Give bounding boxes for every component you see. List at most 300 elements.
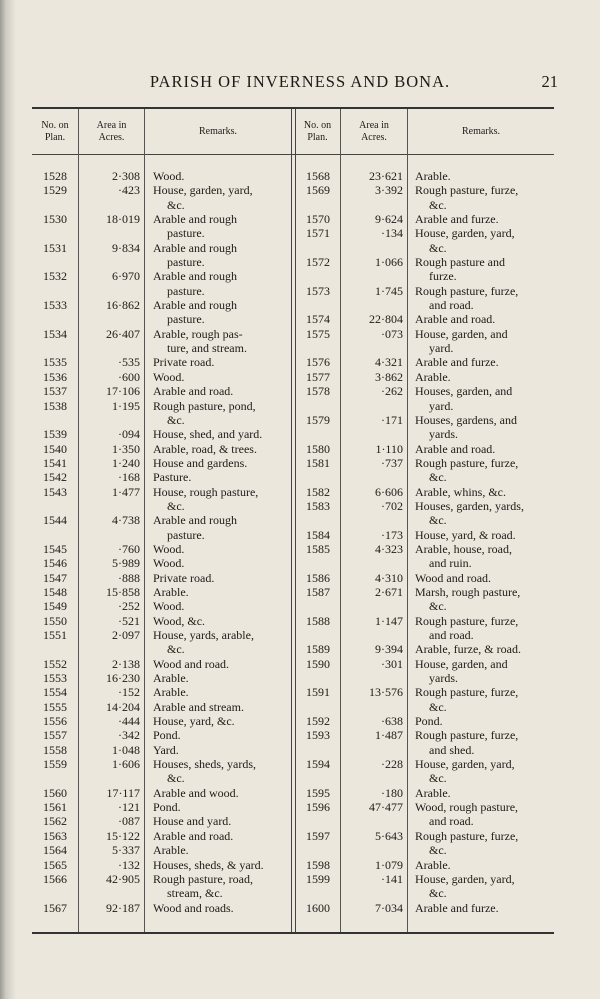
remarks	[153, 614, 205, 628]
remarks	[415, 226, 515, 255]
table-row	[32, 269, 291, 298]
remarks	[415, 370, 451, 384]
table-row	[32, 585, 291, 599]
remarks-line: Arable and road.	[415, 312, 496, 327]
remarks	[153, 384, 233, 398]
remarks-line: House, garden, yard,	[415, 871, 515, 886]
remarks-line: House, yard, &c.	[153, 714, 235, 729]
remarks	[153, 786, 239, 800]
table-row	[295, 355, 554, 369]
table-row	[295, 786, 554, 800]
plan-number: 1541	[43, 455, 67, 470]
plan-number: 1581	[306, 455, 330, 470]
plan-number: 1568	[306, 169, 330, 183]
remarks-line: Houses, garden, yards,	[415, 498, 524, 513]
remarks-line: Arable and wood.	[153, 785, 239, 800]
remarks-line: House, garden, yard,	[153, 183, 253, 198]
area-acres: 13·576	[369, 685, 403, 700]
remarks	[153, 901, 234, 915]
remarks	[415, 829, 518, 858]
remarks-line: Pasture.	[153, 470, 192, 485]
area-acres: 3·862	[375, 369, 403, 384]
table-row	[295, 384, 554, 413]
area-acres: 4·323	[375, 541, 403, 556]
table-row	[32, 858, 291, 872]
area-acres: ·760	[118, 541, 140, 556]
area-acres: 42·905	[106, 871, 140, 886]
remarks-line: Rough pasture, road,	[153, 871, 253, 886]
plan-number: 1579	[306, 412, 330, 427]
area-acres: ·087	[118, 814, 140, 829]
remarks-line: Wood and road.	[415, 570, 492, 585]
remarks	[153, 858, 264, 872]
remarks-line: Arable and furze.	[415, 900, 499, 915]
remarks	[415, 212, 499, 226]
area-acres: 1·745	[375, 283, 403, 298]
table-row	[295, 226, 554, 255]
remarks	[415, 571, 491, 585]
area-acres: 3·392	[375, 183, 403, 198]
remarks	[415, 183, 518, 212]
table-row	[295, 714, 554, 728]
remarks-line: &c.	[429, 513, 447, 528]
table-row	[295, 183, 554, 212]
remarks-line: House, garden, and	[415, 326, 508, 341]
plan-number: 1560	[43, 785, 67, 800]
plan-number: 1585	[306, 541, 330, 556]
area-acres: ·342	[118, 728, 140, 743]
right-half	[295, 169, 554, 915]
area-acres: ·888	[118, 570, 140, 585]
plan-number: 1547	[43, 570, 67, 585]
remarks-line: pasture.	[167, 312, 205, 327]
table-row	[295, 499, 554, 528]
remarks-line: House, yards, arable,	[153, 628, 254, 642]
area-acres: 2·138	[112, 656, 140, 671]
remarks	[153, 556, 184, 570]
remarks-line: Rough pasture and	[415, 255, 505, 270]
remarks	[415, 312, 495, 326]
table-row	[32, 298, 291, 327]
table-row	[295, 528, 554, 542]
remarks-line: House, garden, yard,	[415, 226, 515, 241]
plan-number: 1572	[306, 255, 330, 270]
table-row	[32, 556, 291, 570]
remarks	[153, 685, 189, 699]
remarks	[153, 442, 257, 456]
remarks-line: Wood.	[153, 169, 185, 183]
remarks-line: Arable and road.	[153, 828, 234, 843]
header-area-line1: Area in	[359, 119, 389, 131]
remarks-line: Wood.	[153, 369, 185, 384]
remarks-line: Wood.	[153, 556, 185, 571]
remarks-line: Pond.	[153, 728, 181, 743]
remarks	[153, 212, 237, 241]
remarks-line: Houses, garden, and	[415, 384, 513, 399]
plan-number: 1582	[306, 484, 330, 499]
plan-number: 1600	[306, 900, 330, 915]
area-acres: 1·240	[112, 455, 140, 470]
remarks	[415, 800, 518, 829]
area-acres: 14·204	[106, 699, 140, 714]
remarks-line: &c.	[167, 197, 185, 212]
remarks	[415, 456, 518, 485]
remarks-line: Arable and furze.	[415, 212, 499, 227]
table-row	[32, 485, 291, 514]
table-row	[295, 312, 554, 326]
area-acres: ·737	[381, 455, 403, 470]
plan-number: 1545	[43, 541, 67, 556]
area-acres: 4·738	[112, 513, 140, 528]
header-area-left	[79, 109, 144, 154]
remarks	[153, 829, 233, 843]
area-acres: ·638	[381, 714, 403, 729]
header-area-right	[341, 109, 407, 154]
plan-number: 1532	[43, 269, 67, 284]
plan-number: 1544	[43, 513, 67, 528]
plan-number: 1593	[306, 728, 330, 743]
plan-number: 1599	[306, 871, 330, 886]
remarks-line: &c.	[167, 771, 185, 786]
area-acres: 4·321	[375, 355, 403, 370]
remarks-line: and shed.	[429, 742, 475, 757]
area-acres: ·132	[118, 857, 140, 872]
plan-number: 1597	[306, 828, 330, 843]
remarks-line: Rough pasture, furze,	[415, 455, 519, 470]
plan-number: 1578	[306, 384, 330, 399]
table-row	[32, 671, 291, 685]
table-row	[32, 599, 291, 613]
remarks-line: Pond.	[153, 800, 181, 815]
area-acres: 17·117	[106, 785, 140, 800]
table-row	[32, 714, 291, 728]
remarks-line: Rough pasture, furze,	[415, 183, 519, 198]
plan-number: 1586	[306, 570, 330, 585]
remarks-line: Arable.	[415, 785, 451, 800]
remarks	[153, 872, 253, 901]
area-acres: 26·407	[106, 326, 140, 341]
plan-number: 1575	[306, 326, 330, 341]
area-acres: ·134	[381, 226, 403, 241]
remarks-line: pasture.	[167, 527, 205, 542]
area-acres: ·180	[381, 785, 403, 800]
area-acres: ·168	[118, 470, 140, 485]
table-row	[295, 571, 554, 585]
plan-number: 1554	[43, 685, 67, 700]
table-row	[32, 901, 291, 915]
remarks-line: Arable and road.	[153, 384, 234, 399]
table-row	[32, 829, 291, 843]
table-row	[32, 183, 291, 212]
plan-number: 1583	[306, 498, 330, 513]
remarks-line: Houses, sheds, & yard.	[153, 857, 264, 872]
table-row	[32, 757, 291, 786]
remarks	[415, 413, 517, 442]
remarks-line: Rough pasture, furze,	[415, 283, 519, 298]
area-acres: 1·048	[112, 742, 140, 757]
remarks-line: Arable.	[153, 671, 189, 686]
table-row	[295, 284, 554, 313]
table-row	[295, 169, 554, 183]
area-acres: 1·350	[112, 441, 140, 456]
plan-number: 1546	[43, 556, 67, 571]
plan-number: 1571	[306, 226, 330, 241]
plan-number: 1595	[306, 785, 330, 800]
remarks-line: pasture.	[167, 283, 205, 298]
plan-number: 1531	[43, 240, 67, 255]
remarks-line: Wood and road.	[153, 656, 230, 671]
plan-number: 1537	[43, 384, 67, 399]
page-number: 21	[541, 72, 558, 91]
plan-number: 1561	[43, 800, 67, 815]
plan-number: 1548	[43, 584, 67, 599]
plan-number: 1559	[43, 757, 67, 772]
remarks	[153, 169, 184, 183]
plan-number: 1590	[306, 656, 330, 671]
area-acres: 47·477	[369, 800, 403, 815]
remarks-line: pasture.	[167, 226, 205, 241]
area-acres: 6·970	[112, 269, 140, 284]
remarks-line: and road.	[429, 298, 474, 313]
table-row	[32, 542, 291, 556]
area-acres: ·444	[118, 714, 140, 729]
table-row	[32, 212, 291, 241]
area-acres: ·252	[118, 599, 140, 614]
area-acres: 1·477	[112, 484, 140, 499]
remarks-line: Rough pasture, pond,	[153, 398, 256, 413]
remarks-line: Wood and roads.	[153, 900, 234, 915]
remarks-line: Arable, road, & trees.	[153, 441, 257, 456]
remarks-line: &c.	[429, 886, 447, 901]
remarks	[153, 757, 256, 786]
remarks-line: pasture.	[167, 255, 205, 270]
area-acres: 1·195	[112, 398, 140, 413]
remarks-line: Private road.	[153, 355, 215, 370]
area-acres: ·152	[118, 685, 140, 700]
remarks-line: Arable.	[153, 843, 189, 858]
remarks	[415, 642, 521, 656]
table-row	[32, 470, 291, 484]
area-acres: 1·147	[375, 613, 403, 628]
remarks-line: Arable.	[415, 369, 451, 384]
area-acres: 9·624	[375, 212, 403, 227]
remarks-line: House, garden, and	[415, 656, 508, 671]
table-row	[295, 255, 554, 284]
remarks	[415, 872, 515, 901]
plan-number: 1528	[43, 169, 67, 183]
plan-number: 1589	[306, 642, 330, 657]
table-row	[295, 614, 554, 643]
remarks-line: Wood, rough pasture,	[415, 800, 519, 815]
plan-number: 1588	[306, 613, 330, 628]
page-binding-edge	[0, 0, 16, 999]
remarks	[415, 657, 508, 686]
plan-number: 1534	[43, 326, 67, 341]
remarks-line: House, rough pasture,	[153, 484, 259, 499]
table-row	[295, 585, 554, 614]
plan-number: 1556	[43, 714, 67, 729]
table-row	[32, 442, 291, 456]
header-no-line1: No. on	[303, 119, 332, 131]
remarks-line: &c.	[167, 412, 185, 427]
remarks-line: &c.	[429, 599, 447, 614]
remarks-line: furze.	[429, 269, 457, 284]
area-acres: 4·310	[375, 570, 403, 585]
remarks	[153, 399, 256, 428]
plan-number: 1553	[43, 671, 67, 686]
remarks	[153, 183, 253, 212]
remarks	[415, 327, 508, 356]
table-row	[295, 542, 554, 571]
remarks-line: and ruin.	[429, 556, 472, 571]
remarks	[415, 858, 451, 872]
remarks-line: Arable, house, road,	[415, 541, 512, 556]
plan-number: 1538	[43, 398, 67, 413]
plan-number: 1550	[43, 613, 67, 628]
remarks	[415, 528, 516, 542]
table-row	[32, 628, 291, 657]
remarks-line: yard.	[429, 398, 454, 413]
header-remarks: Remarks.	[461, 125, 501, 137]
remarks	[415, 685, 518, 714]
area-acres: 23·621	[369, 169, 403, 183]
remarks	[153, 571, 214, 585]
remarks-line: Arable and rough	[153, 298, 237, 313]
plan-number: 1533	[43, 298, 67, 313]
table-row	[32, 399, 291, 428]
remarks	[415, 542, 512, 571]
table-row	[295, 901, 554, 915]
plan-number: 1594	[306, 757, 330, 772]
remarks	[153, 470, 191, 484]
remarks-line: Wood, &c.	[153, 613, 206, 628]
remarks	[153, 728, 181, 742]
remarks	[415, 442, 495, 456]
remarks-line: ture, and stream.	[167, 341, 247, 356]
remarks-line: Arable and road.	[415, 441, 496, 456]
plan-number: 1535	[43, 355, 67, 370]
table-row	[295, 858, 554, 872]
table-row	[295, 728, 554, 757]
remarks-line: Rough pasture, furze,	[415, 728, 519, 743]
remarks-line: &c.	[429, 843, 447, 858]
remarks	[153, 327, 247, 356]
remarks	[415, 728, 518, 757]
plan-number: 1558	[43, 742, 67, 757]
remarks	[153, 657, 229, 671]
plan-number: 1577	[306, 369, 330, 384]
table-row	[295, 456, 554, 485]
plan-number: 1536	[43, 369, 67, 384]
remarks	[153, 700, 244, 714]
area-acres: ·262	[381, 384, 403, 399]
area-acres: 92·187	[106, 900, 140, 915]
area-acres: ·702	[381, 498, 403, 513]
table-row	[295, 413, 554, 442]
plan-number: 1543	[43, 484, 67, 499]
remarks-line: Rough pasture, furze,	[415, 613, 519, 628]
remarks-line: Arable, furze, & road.	[415, 642, 521, 657]
remarks-line: Arable.	[415, 169, 451, 183]
remarks-line: Houses, sheds, yards,	[153, 757, 256, 772]
table-row	[32, 700, 291, 714]
plan-number: 1555	[43, 699, 67, 714]
plan-number: 1584	[306, 527, 330, 542]
left-half	[32, 169, 291, 915]
remarks-line: House, shed, and yard.	[153, 427, 263, 442]
remarks	[153, 485, 258, 514]
remarks-line: &c.	[167, 642, 185, 657]
table-row	[295, 370, 554, 384]
area-acres: 22·804	[369, 312, 403, 327]
remarks-line: &c.	[429, 699, 447, 714]
plan-table	[32, 107, 554, 934]
plan-number: 1570	[306, 212, 330, 227]
table-row	[32, 571, 291, 585]
area-acres: ·121	[118, 800, 140, 815]
remarks-line: Arable and rough	[153, 212, 237, 227]
remarks	[415, 255, 505, 284]
table-row	[32, 370, 291, 384]
table-row	[32, 327, 291, 356]
table-row	[295, 757, 554, 786]
remarks	[415, 355, 499, 369]
area-acres: 2·308	[112, 169, 140, 183]
area-acres: ·521	[118, 613, 140, 628]
area-acres: 16·862	[106, 298, 140, 313]
plan-number: 1564	[43, 843, 67, 858]
plan-number: 1551	[43, 628, 67, 642]
header-no-line2: Plan.	[44, 131, 66, 143]
area-acres: ·094	[118, 427, 140, 442]
plan-number: 1596	[306, 800, 330, 815]
table-row	[32, 456, 291, 470]
area-acres: ·073	[381, 326, 403, 341]
table-row	[295, 327, 554, 356]
remarks-line: House and gardens.	[153, 455, 248, 470]
remarks-line: Wood.	[153, 599, 185, 614]
header-no-line2: Plan.	[307, 131, 328, 143]
table-row	[32, 657, 291, 671]
area-acres: 6·606	[375, 484, 403, 499]
plan-number: 1562	[43, 814, 67, 829]
table-row	[32, 513, 291, 542]
remarks	[153, 298, 237, 327]
remarks-line: Arable and stream.	[153, 699, 244, 714]
area-acres: 5·337	[112, 843, 140, 858]
remarks	[415, 757, 515, 786]
area-acres: 7·034	[375, 900, 403, 915]
plan-number: 1539	[43, 427, 67, 442]
remarks-line: &c.	[429, 197, 447, 212]
table-row	[32, 786, 291, 800]
table-row	[32, 169, 291, 183]
remarks-line: Arable, whins, &c.	[415, 484, 506, 499]
plan-number: 1552	[43, 656, 67, 671]
remarks-line: Arable and rough	[153, 513, 237, 528]
area-acres: 17·106	[106, 384, 140, 399]
plan-number: 1573	[306, 283, 330, 298]
header-no-left	[32, 109, 78, 154]
remarks	[153, 269, 237, 298]
area-acres: ·600	[118, 369, 140, 384]
area-acres: ·141	[381, 871, 403, 886]
area-acres: ·173	[381, 527, 403, 542]
remarks-line: yards.	[429, 671, 458, 686]
area-acres: ·301	[381, 656, 403, 671]
table-row	[32, 814, 291, 828]
header-area-line1: Area in	[96, 119, 127, 131]
